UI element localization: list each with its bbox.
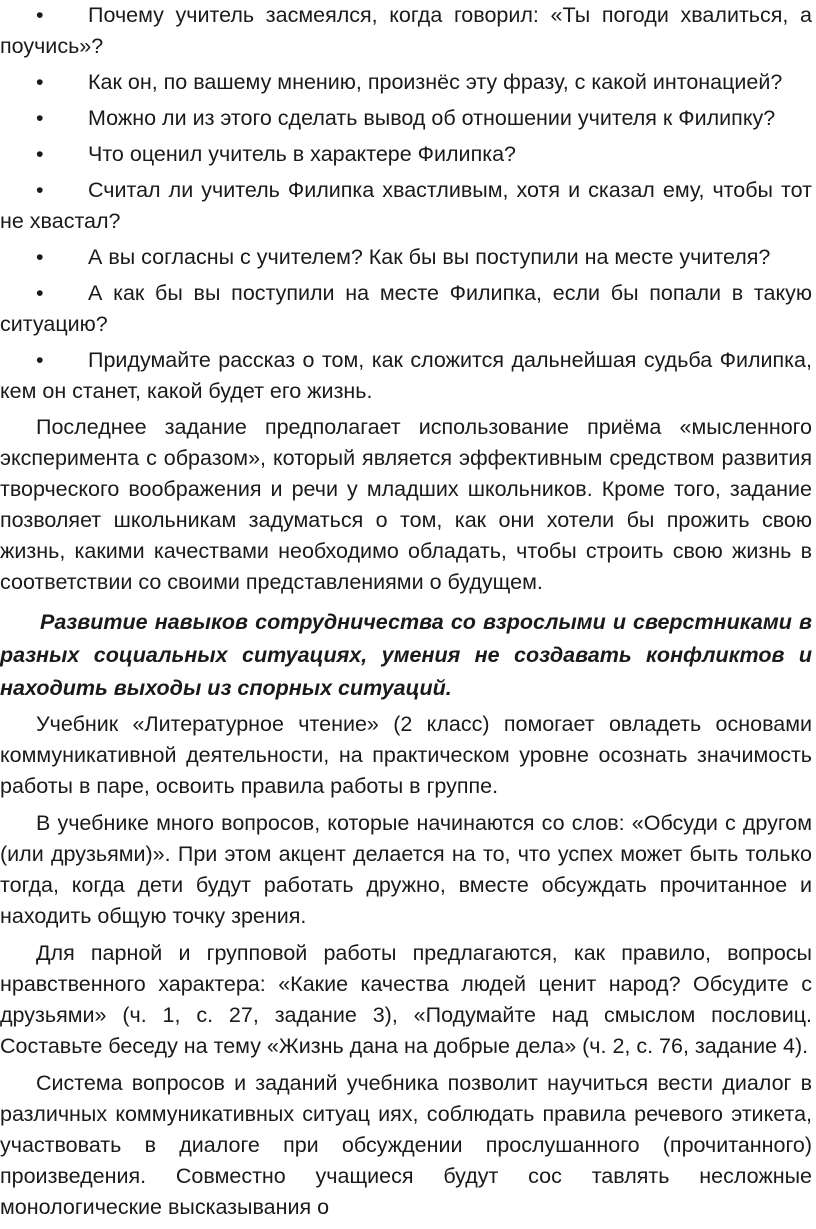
question-item <box>0 345 812 407</box>
question-item <box>0 0 812 62</box>
bullet-marker: • <box>36 245 44 269</box>
question-item <box>0 175 812 237</box>
paragraph-dialogue: Система вопросов и заданий учебника позволит научиться вести диалог в различных коммуникативных ситуац иях, соблюдать правила речевого этикета, участвовать в диалоге при обсуждении прослушанного (прочитанного) произведения. Совместно учащиеся будут сос тавлять несложные монологические высказывания о <box>0 1071 812 1219</box>
bullet-marker: • <box>36 281 44 305</box>
question-text: Придумайте рассказ о том, как сложится дальнейшая судьба Филипка, кем он станет, какой будет его жизнь. <box>0 348 812 403</box>
question-text: А как бы вы поступили на месте Филипка, если бы попали в такую ситуацию? <box>0 281 812 336</box>
question-item <box>0 103 812 134</box>
paragraph-questions: В учебнике много вопросов, которые начинаются со слов: «Обсуди с другом (или друзьями)». При этом акцент делается на то, что успех может быть только тогда, когда дети будут работать дружно, вместе обсуждать прочитанное и находить общую точку зрения. <box>0 811 812 928</box>
bullet-marker: • <box>36 348 44 372</box>
bullet-marker: • <box>36 70 44 94</box>
bullet-marker: • <box>36 106 44 130</box>
bullet-marker: • <box>36 178 44 202</box>
section-heading: Развитие навыков сотрудничества со взрослыми и сверстниками в разных социальных ситуациях, умения не создавать конфликтов и находить выходы из спорных ситуаций. <box>0 610 812 700</box>
bullet-marker: • <box>36 3 44 27</box>
question-text: Что оценил учитель в характере Филипка? <box>88 142 517 166</box>
paragraph-textbook: Учебник «Литературное чтение» (2 класс) помогает овладеть основами коммуникативной деятельности, на практическом уровне осознать значимость работы в паре, освоить правила работы в группе. <box>0 712 812 798</box>
question-item <box>0 67 812 98</box>
bullet-marker: • <box>36 142 44 166</box>
question-text: Можно ли из этого сделать вывод об отношении учителя к Филипку? <box>88 106 776 130</box>
paragraph-last-task: Последнее задание предполагает использование приёма «мысленного эксперимента с образом», который является эффективным средством развития творческого воображения и речи у младших школьников. Кроме того, задание позволяет школьникам задуматься о том, как они хотели бы прожить свою жизнь, какими качествами необходимо обладать, чтобы строить свою жизнь в соответствии со своими представлениями о будущем. <box>0 415 812 594</box>
question-text: Считал ли учитель Филипка хвастливым, хотя и сказал ему, чтобы тот не хвастал? <box>0 178 812 233</box>
paragraph-group-work: Для парной и групповой работы предлагаются, как правило, вопросы нравственного характера: «Какие качества людей ценит народ? Обсудите с друзьями» (ч. 1, с. 27, задание 3), «Подумайте над смыслом пословиц. Составьте беседу на тему «Жизнь дана на добрые дела» (ч. 2, с. 76, задание 4). <box>0 941 812 1058</box>
question-item <box>0 139 812 170</box>
question-item <box>0 242 812 273</box>
question-item <box>0 278 812 340</box>
question-text: А вы согласны с учителем? Как бы вы поступили на месте учителя? <box>88 245 771 269</box>
question-text: Почему учитель засмеялся, когда говорил: «Ты погоди хвалиться, а поучись»? <box>0 3 812 58</box>
question-text: Как он, по вашему мнению, произнёс эту фразу, с какой интонацией? <box>88 70 783 94</box>
